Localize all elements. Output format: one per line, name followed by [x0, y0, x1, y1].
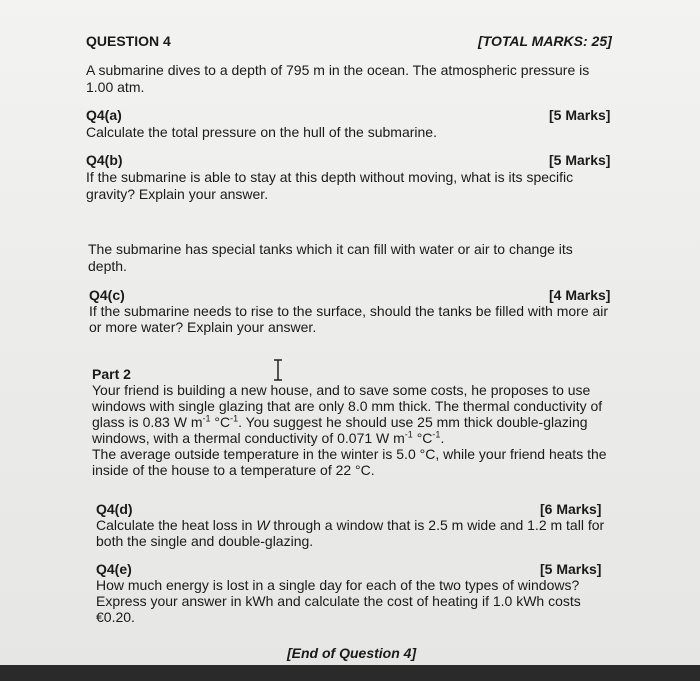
part2-line-1: Your friend is building a new house, and to save some costs, he proposes to use: [92, 382, 591, 398]
q4c-text-1: If the submarine needs to rise to the surface, should the tanks be filled with more air: [89, 303, 609, 319]
q4d-text-2: both the single and double-glazing.: [96, 533, 314, 549]
bottom-edge: [0, 665, 700, 681]
tanks-intro-1: The submarine has special tanks which it can fill with water or air to change its: [88, 241, 573, 257]
question-title: QUESTION 4: [86, 33, 171, 49]
q4a-marks: [5 Marks]: [549, 107, 611, 123]
q4d-text-1: Calculate the heat loss in W through a window that is 2.5 m wide and 1.2 m tall for: [96, 517, 605, 533]
q4c-text-2: or more water? Explain your answer.: [89, 319, 317, 335]
intro-line-2: 1.00 atm.: [86, 79, 145, 95]
q4c-marks: [4 Marks]: [549, 287, 611, 303]
tanks-intro-2: depth.: [88, 258, 127, 274]
q4a-label: Q4(a): [86, 107, 122, 123]
part2-line-3: glass is 0.83 W $m^{-1}$ $^\circ C^{-1}$. You suggest he should use 25 mm thick double-glazing: [92, 413, 588, 430]
q4b-label: Q4(b): [86, 152, 123, 168]
part2-line-2: windows with single glazing that are only 8.0 mm thick. The thermal conductivity of: [92, 398, 603, 414]
part2-line-4: windows, with a thermal conductivity of 0.071 W $m^{-1}$ $^\circ C^{-1}$.: [92, 429, 445, 446]
q4e-label: Q4(e): [96, 561, 132, 577]
q4d-label: Q4(d): [96, 501, 133, 517]
q4e-text-1: How much energy is lost in a single day for each of the two types of windows?: [96, 577, 580, 593]
q4d-marks: [6 Marks]: [540, 501, 602, 517]
end-of-question: [End of Question 4]: [287, 645, 417, 661]
intro-line-1: A submarine dives to a depth of 795 m in the ocean. The atmospheric pressure is: [86, 62, 590, 78]
part2-line-5: The average outside temperature in the winter is 5.0 °C, while your friend heats the: [92, 446, 607, 462]
q4a-text: Calculate the total pressure on the hull of the submarine.: [86, 124, 437, 140]
q4e-marks: [5 Marks]: [540, 561, 602, 577]
q4e-text-2: Express your answer in kWh and calculate the cost of heating if 1.0 kWh costs: [96, 593, 581, 609]
q4b-text-1: If the submarine is able to stay at this depth without moving, what is its specific: [86, 169, 574, 185]
q4b-marks: [5 Marks]: [549, 152, 611, 168]
text-cursor-icon: [271, 359, 285, 381]
q4c-label: Q4(c): [89, 287, 125, 303]
part2-title: Part 2: [92, 366, 131, 382]
q4b-text-2: gravity? Explain your answer.: [86, 186, 269, 202]
part2-line-6: inside of the house to a temperature of 22 °C.: [92, 462, 375, 478]
total-marks: [TOTAL MARKS: 25]: [478, 33, 612, 49]
q4e-text-3: €0.20.: [96, 609, 135, 625]
